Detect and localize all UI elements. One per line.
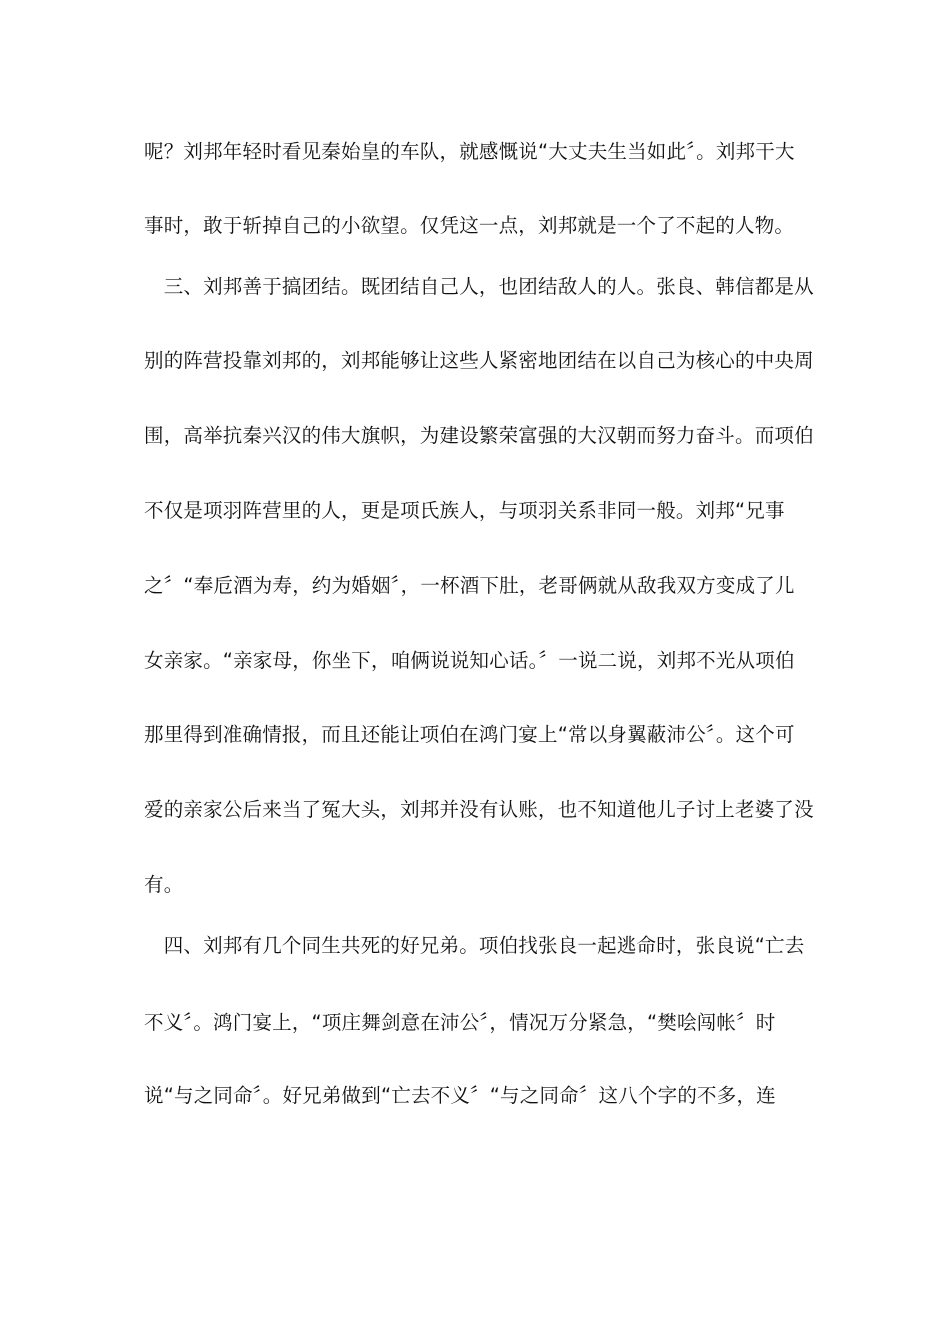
- text-line-8: 女亲家。“亲家母，你坐下，咱俩说说知心话。〞一说二说，刘邦不光从项伯: [144, 649, 795, 672]
- text-line-5: 围，高举抗秦兴汉的伟大旗帜，为建设繁荣富强的大汉朝而努力奋斗。而项伯: [144, 424, 814, 447]
- text-line-1: 呢？刘邦年轻时看见秦始皇的车队，就感慨说“大丈夫生当如此〞。刘邦干大: [144, 140, 795, 163]
- text-line-6: 不仅是项羽阵营里的人，更是项氏族人，与项羽关系非同一般。刘邦“兄事: [144, 499, 785, 522]
- text-line-7: 之〞“奉卮酒为寿，约为婚姻〞，一杯酒下肚，老哥俩就从敌我双方变成了儿: [144, 574, 795, 597]
- text-line-14: 说“与之同命〞。好兄弟做到“亡去不义〞“与之同命〞这八个字的不多，连: [144, 1084, 776, 1107]
- text-line-11: 有。: [144, 873, 184, 896]
- text-line-4: 别的阵营投靠刘邦的，刘邦能够让这些人紧密地团结在以自己为核心的中央周: [144, 349, 814, 372]
- text-line-10: 爱的亲家公后来当了冤大头，刘邦并没有认账，也不知道他儿子讨上老婆了没: [144, 798, 814, 821]
- text-line-12: 四、刘邦有几个同生共死的好兄弟。项伯找张良一起逃命时，张良说“亡去: [144, 934, 805, 957]
- text-line-13: 不义〞。鸿门宴上，“项庄舞剑意在沛公〞，情况万分紧急，“樊哙闯帐〞时: [144, 1011, 776, 1034]
- text-line-9: 那里得到准确情报，而且还能让项伯在鸿门宴上“常以身翼蔽沛公〞。这个可: [144, 723, 795, 746]
- text-line-2: 事时，敢于斩掉自己的小欲望。仅凭这一点，刘邦就是一个了不起的人物。: [144, 214, 795, 237]
- text-line-3: 三、刘邦善于搞团结。既团结自己人，也团结敌人的人。张良、韩信都是从: [144, 275, 814, 298]
